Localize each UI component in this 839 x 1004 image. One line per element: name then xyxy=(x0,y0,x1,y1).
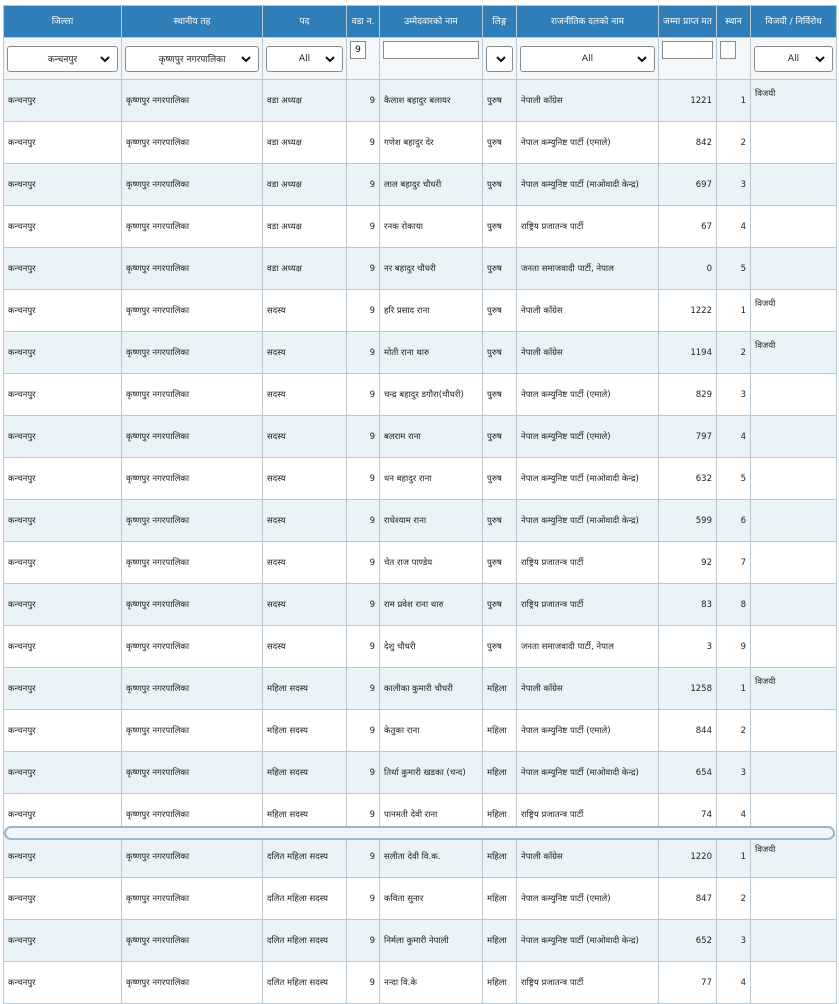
cell-post: सदस्य xyxy=(263,542,347,584)
cell-rank: 8 xyxy=(717,584,751,626)
chevron-down-icon xyxy=(240,53,252,65)
table-row[interactable] xyxy=(4,584,837,626)
filter-cell-district xyxy=(4,38,122,80)
local-level-select-value: कृष्णपुर नगरपालिका xyxy=(158,55,226,65)
table-row[interactable] xyxy=(4,290,837,332)
table-row[interactable] xyxy=(4,122,837,164)
table-row[interactable] xyxy=(4,920,837,962)
cell-votes: 83 xyxy=(659,584,717,626)
cell-district: कन्चनपुर xyxy=(4,122,122,164)
cell-candidate: गणेश बहादुर देर xyxy=(380,122,483,164)
cell-candidate: धन बहादुर राना xyxy=(380,458,483,500)
table-row[interactable] xyxy=(4,626,837,668)
cell-rank: 1 xyxy=(717,836,751,878)
party-select-value: All xyxy=(581,53,594,64)
cell-ward: 9 xyxy=(347,374,380,416)
cell-local-level: कृष्णपुर नगरपालिका xyxy=(122,878,263,920)
cell-rank: 6 xyxy=(717,500,751,542)
cell-ward: 9 xyxy=(347,290,380,332)
cell-post: सदस्य xyxy=(263,458,347,500)
filter-cell-local-level xyxy=(122,38,263,80)
cell-ward: 9 xyxy=(347,962,380,1004)
cell-result xyxy=(751,920,837,962)
cell-rank: 2 xyxy=(717,710,751,752)
cell-gender: पुरुष xyxy=(483,122,517,164)
cell-result xyxy=(751,752,837,794)
cell-candidate: कैलाश बहादुर बलायर xyxy=(380,80,483,122)
cell-ward: 9 xyxy=(347,836,380,878)
cell-party: नेपाल कम्युनिष्ट पार्टी (माओवादी केन्द्र) xyxy=(517,458,659,500)
cell-post: वडा अध्यक्ष xyxy=(263,122,347,164)
cell-rank: 2 xyxy=(717,122,751,164)
cell-result xyxy=(751,878,837,920)
cell-candidate: नर बहादुर चौधरी xyxy=(380,248,483,290)
cell-gender: पुरुष xyxy=(483,206,517,248)
header-rank[interactable]: स्थान xyxy=(717,6,751,38)
cell-rank: 7 xyxy=(717,542,751,584)
cell-post: वडा अध्यक्ष xyxy=(263,80,347,122)
cell-gender: पुरुष xyxy=(483,80,517,122)
cell-party: नेपाल कम्युनिष्ट पार्टी (माओवादी केन्द्र) xyxy=(517,500,659,542)
cell-party: राष्ट्रिय प्रजातन्त्र पार्टी xyxy=(517,584,659,626)
cell-party: नेपाल कम्युनिष्ट पार्टी (माओवादी केन्द्र) xyxy=(517,164,659,206)
cell-district: कन्चनपुर xyxy=(4,626,122,668)
cell-local-level: कृष्णपुर नगरपालिका xyxy=(122,206,263,248)
cell-local-level: कृष्णपुर नगरपालिका xyxy=(122,332,263,374)
table-row[interactable] xyxy=(4,80,837,122)
cell-ward: 9 xyxy=(347,752,380,794)
cell-party: नेपाल कम्युनिष्ट पार्टी (माओवादी केन्द्र) xyxy=(517,752,659,794)
cell-rank: 3 xyxy=(717,752,751,794)
cell-ward: 9 xyxy=(347,80,380,122)
filter-cell-candidate xyxy=(380,38,483,80)
result-select[interactable] xyxy=(754,46,833,72)
cell-post: सदस्य xyxy=(263,332,347,374)
rank-input[interactable] xyxy=(720,41,736,59)
chevron-down-icon xyxy=(99,53,111,65)
cell-district: कन्चनपुर xyxy=(4,416,122,458)
cell-party: नेपाल कम्युनिष्ट पार्टी (एमाले) xyxy=(517,374,659,416)
cell-result xyxy=(751,164,837,206)
cell-votes: 697 xyxy=(659,164,717,206)
cell-gender: पुरुष xyxy=(483,248,517,290)
cell-district: कन्चनपुर xyxy=(4,668,122,710)
cell-ward: 9 xyxy=(347,248,380,290)
cell-local-level: कृष्णपुर नगरपालिका xyxy=(122,248,263,290)
cell-ward: 9 xyxy=(347,542,380,584)
cell-result xyxy=(751,962,837,1004)
cell-candidate: कविता सुनार xyxy=(380,878,483,920)
cell-ward: 9 xyxy=(347,626,380,668)
cell-party: जनता समाजवादी पार्टी, नेपाल xyxy=(517,248,659,290)
header-district[interactable]: जिल्ला xyxy=(4,6,122,38)
cell-votes: 67 xyxy=(659,206,717,248)
cell-local-level: कृष्णपुर नगरपालिका xyxy=(122,416,263,458)
cell-party: नेपाल कम्युनिष्ट पार्टी (एमाले) xyxy=(517,416,659,458)
post-select[interactable] xyxy=(266,46,343,72)
cell-votes: 77 xyxy=(659,962,717,1004)
cell-post: महिला सदस्य xyxy=(263,710,347,752)
table-row[interactable] xyxy=(4,836,837,878)
cell-post: महिला सदस्य xyxy=(263,752,347,794)
cell-rank: 2 xyxy=(717,332,751,374)
cell-district: कन्चनपुर xyxy=(4,80,122,122)
cell-candidate: केतुका राना xyxy=(380,710,483,752)
filter-cell-result xyxy=(751,38,837,80)
cell-party: नेपाल कम्युनिष्ट पार्टी (एमाले) xyxy=(517,122,659,164)
cell-result xyxy=(751,248,837,290)
cell-gender: पुरुष xyxy=(483,416,517,458)
cell-post: वडा अध्यक्ष xyxy=(263,164,347,206)
cell-district: कन्चनपुर xyxy=(4,836,122,878)
cell-ward: 9 xyxy=(347,332,380,374)
cell-result: विजयी xyxy=(751,668,837,710)
cell-result xyxy=(751,584,837,626)
header-post[interactable]: पद xyxy=(263,6,347,38)
cell-district: कन्चनपुर xyxy=(4,206,122,248)
cell-rank: 1 xyxy=(717,80,751,122)
table-row[interactable] xyxy=(4,962,837,1004)
cell-local-level: कृष्णपुर नगरपालिका xyxy=(122,374,263,416)
cell-local-level: कृष्णपुर नगरपालिका xyxy=(122,752,263,794)
cell-district: कन्चनपुर xyxy=(4,458,122,500)
filter-cell-rank xyxy=(717,38,751,80)
filter-row xyxy=(4,38,837,80)
cell-ward: 9 xyxy=(347,668,380,710)
cell-district: कन्चनपुर xyxy=(4,920,122,962)
cell-local-level: कृष्णपुर नगरपालिका xyxy=(122,710,263,752)
table-row[interactable] xyxy=(4,752,837,794)
cell-ward: 9 xyxy=(347,710,380,752)
header-row xyxy=(4,6,837,38)
cell-result xyxy=(751,626,837,668)
cell-local-level: कृष्णपुर नगरपालिका xyxy=(122,794,263,836)
cell-candidate: लाल बहादुर चौधरी xyxy=(380,164,483,206)
cell-gender: पुरुष xyxy=(483,164,517,206)
cell-candidate: बलराम राना xyxy=(380,416,483,458)
cell-post: सदस्य xyxy=(263,416,347,458)
cell-votes: 92 xyxy=(659,542,717,584)
cell-ward: 9 xyxy=(347,920,380,962)
header-candidate[interactable]: उम्मेदवारको नाम xyxy=(380,6,483,38)
chevron-down-icon xyxy=(636,53,648,65)
cell-gender: पुरुष xyxy=(483,542,517,584)
cell-votes: 797 xyxy=(659,416,717,458)
cell-post: सदस्य xyxy=(263,626,347,668)
cell-result xyxy=(751,206,837,248)
result-select-value: All xyxy=(787,53,800,64)
table-row[interactable] xyxy=(4,710,837,752)
cell-district: कन्चनपुर xyxy=(4,962,122,1004)
cell-rank: 3 xyxy=(717,920,751,962)
cell-candidate: चेत राज पाण्डेय xyxy=(380,542,483,584)
cell-rank: 5 xyxy=(717,248,751,290)
cell-rank: 1 xyxy=(717,668,751,710)
cell-local-level: कृष्णपुर नगरपालिका xyxy=(122,836,263,878)
cell-party: राष्ट्रिय प्रजातन्त्र पार्टी xyxy=(517,206,659,248)
cell-rank: 9 xyxy=(717,626,751,668)
cell-party: नेपाली काँग्रेस xyxy=(517,332,659,374)
cell-gender: महिला xyxy=(483,836,517,878)
cell-party: नेपाली काँग्रेस xyxy=(517,80,659,122)
cell-votes: 652 xyxy=(659,920,717,962)
cell-district: कन्चनपुर xyxy=(4,374,122,416)
cell-post: वडा अध्यक्ष xyxy=(263,248,347,290)
cell-district: कन्चनपुर xyxy=(4,794,122,836)
table-row[interactable] xyxy=(4,416,837,458)
cell-gender: महिला xyxy=(483,878,517,920)
local-level-select[interactable] xyxy=(125,46,259,72)
cell-votes: 842 xyxy=(659,122,717,164)
cell-post: महिला सदस्य xyxy=(263,794,347,836)
cell-result xyxy=(751,542,837,584)
cell-rank: 3 xyxy=(717,164,751,206)
header-ward[interactable]: वडा न. xyxy=(347,6,380,38)
cell-ward: 9 xyxy=(347,416,380,458)
cell-rank: 4 xyxy=(717,416,751,458)
table-row[interactable] xyxy=(4,374,837,416)
cell-post: वडा अध्यक्ष xyxy=(263,206,347,248)
cell-party: नेपाली काँग्रेस xyxy=(517,668,659,710)
cell-ward: 9 xyxy=(347,794,380,836)
cell-result: विजयी xyxy=(751,80,837,122)
cell-votes: 847 xyxy=(659,878,717,920)
cell-post: सदस्य xyxy=(263,584,347,626)
results-table xyxy=(3,5,837,1004)
cell-local-level: कृष्णपुर नगरपालिका xyxy=(122,290,263,332)
cell-post: महिला सदस्य xyxy=(263,668,347,710)
cell-candidate: राम प्रवेश राना थारु xyxy=(380,584,483,626)
cell-votes: 1221 xyxy=(659,80,717,122)
cell-district: कन्चनपुर xyxy=(4,500,122,542)
ward-input[interactable]: 9 xyxy=(350,41,366,59)
cell-ward: 9 xyxy=(347,206,380,248)
cell-candidate: तिर्था कुमारी खडका (चन्द) xyxy=(380,752,483,794)
cell-ward: 9 xyxy=(347,122,380,164)
cell-district: कन्चनपुर xyxy=(4,878,122,920)
cell-post: दलित महिला सदस्य xyxy=(263,878,347,920)
cell-candidate: राधेश्याम राना xyxy=(380,500,483,542)
cell-district: कन्चनपुर xyxy=(4,710,122,752)
cell-local-level: कृष्णपुर नगरपालिका xyxy=(122,584,263,626)
cell-result xyxy=(751,500,837,542)
cell-votes: 599 xyxy=(659,500,717,542)
header-votes[interactable]: जम्मा प्राप्त मत xyxy=(659,6,717,38)
post-select-value: All xyxy=(298,53,311,64)
cell-party: नेपाल कम्युनिष्ट पार्टी (एमाले) xyxy=(517,878,659,920)
cell-post: दलित महिला सदस्य xyxy=(263,962,347,1004)
cell-gender: पुरुष xyxy=(483,500,517,542)
table-row[interactable] xyxy=(4,668,837,710)
cell-votes: 1258 xyxy=(659,668,717,710)
table-row[interactable] xyxy=(4,248,837,290)
cell-gender: पुरुष xyxy=(483,584,517,626)
cell-votes: 1220 xyxy=(659,836,717,878)
table-row[interactable] xyxy=(4,458,837,500)
cell-votes: 0 xyxy=(659,248,717,290)
party-select[interactable] xyxy=(520,46,655,72)
cell-local-level: कृष्णपुर नगरपालिका xyxy=(122,458,263,500)
cell-result: विजयी xyxy=(751,836,837,878)
cell-party: नेपाली काँग्रेस xyxy=(517,290,659,332)
cell-local-level: कृष्णपुर नगरपालिका xyxy=(122,80,263,122)
cell-candidate: निर्मला कुमारी नेपाली xyxy=(380,920,483,962)
cell-party: राष्ट्रिय प्रजातन्त्र पार्टी xyxy=(517,542,659,584)
filter-cell-gender xyxy=(483,38,517,80)
cell-gender: महिला xyxy=(483,794,517,836)
cell-local-level: कृष्णपुर नगरपालिका xyxy=(122,920,263,962)
cell-candidate: चन्द्र बहादुर डगौरा(चौधरी) xyxy=(380,374,483,416)
cell-result: विजयी xyxy=(751,332,837,374)
cell-local-level: कृष्णपुर नगरपालिका xyxy=(122,668,263,710)
cell-rank: 1 xyxy=(717,290,751,332)
cell-ward: 9 xyxy=(347,458,380,500)
cell-ward: 9 xyxy=(347,164,380,206)
cell-candidate: कालीका कुमारी चौधरी xyxy=(380,668,483,710)
cell-votes: 829 xyxy=(659,374,717,416)
cell-gender: पुरुष xyxy=(483,626,517,668)
gender-select[interactable] xyxy=(486,46,513,72)
cell-party: नेपाली काँग्रेस xyxy=(517,836,659,878)
table-row[interactable] xyxy=(4,542,837,584)
cell-candidate: नन्दा वि.के xyxy=(380,962,483,1004)
cell-party: जनता समाजवादी पार्टी, नेपाल xyxy=(517,626,659,668)
cell-votes: 1222 xyxy=(659,290,717,332)
cell-result xyxy=(751,416,837,458)
cell-local-level: कृष्णपुर नगरपालिका xyxy=(122,122,263,164)
cell-local-level: कृष्णपुर नगरपालिका xyxy=(122,500,263,542)
cell-gender: पुरुष xyxy=(483,458,517,500)
cell-candidate: हरि प्रसाद राना xyxy=(380,290,483,332)
cell-votes: 654 xyxy=(659,752,717,794)
cell-ward: 9 xyxy=(347,878,380,920)
chevron-down-icon xyxy=(495,53,507,65)
cell-gender: पुरुष xyxy=(483,374,517,416)
cell-district: कन्चनपुर xyxy=(4,164,122,206)
chevron-down-icon xyxy=(324,53,336,65)
cell-votes: 844 xyxy=(659,710,717,752)
header-result[interactable]: विजयी / निर्विरोध xyxy=(751,6,837,38)
cell-post: सदस्य xyxy=(263,290,347,332)
cell-gender: महिला xyxy=(483,752,517,794)
district-select-value: कन्चनपुर xyxy=(47,55,78,65)
cell-candidate: सलीता देवी वि.क. xyxy=(380,836,483,878)
pagination-bar[interactable] xyxy=(4,826,835,840)
cell-post: दलित महिला सदस्य xyxy=(263,920,347,962)
cell-district: कन्चनपुर xyxy=(4,584,122,626)
cell-party: राष्ट्रिय प्रजातन्त्र पार्टी xyxy=(517,794,659,836)
table-row[interactable] xyxy=(4,878,837,920)
cell-result: विजयी xyxy=(751,290,837,332)
chevron-down-icon xyxy=(814,53,826,65)
cell-votes: 3 xyxy=(659,626,717,668)
cell-district: कन्चनपुर xyxy=(4,332,122,374)
cell-post: दलित महिला सदस्य xyxy=(263,836,347,878)
cell-candidate: रनक रोकाया xyxy=(380,206,483,248)
cell-votes: 632 xyxy=(659,458,717,500)
cell-local-level: कृष्णपुर नगरपालिका xyxy=(122,962,263,1004)
table-row[interactable] xyxy=(4,164,837,206)
candidate-search-input[interactable] xyxy=(383,41,479,59)
cell-post: सदस्य xyxy=(263,374,347,416)
cell-ward: 9 xyxy=(347,584,380,626)
cell-local-level: कृष्णपुर नगरपालिका xyxy=(122,164,263,206)
cell-candidate: पानमती देवी राना xyxy=(380,794,483,836)
filter-cell-ward xyxy=(347,38,380,80)
cell-party: राष्ट्रिय प्रजातन्त्र पार्टी xyxy=(517,962,659,1004)
cell-candidate: देशु चौधरी xyxy=(380,626,483,668)
table-row[interactable] xyxy=(4,206,837,248)
cell-result xyxy=(751,374,837,416)
cell-district: कन्चनपुर xyxy=(4,752,122,794)
header-gender[interactable]: लिङ्ग xyxy=(483,6,517,38)
cell-votes: 74 xyxy=(659,794,717,836)
filter-cell-party xyxy=(517,38,659,80)
table-body xyxy=(4,80,837,1004)
cell-gender: महिला xyxy=(483,962,517,1004)
header-party[interactable]: राजनीतिक दलको नाम xyxy=(517,6,659,38)
cell-rank: 3 xyxy=(717,374,751,416)
cell-party: नेपाल कम्युनिष्ट पार्टी (एमाले) xyxy=(517,710,659,752)
cell-gender: पुरुष xyxy=(483,290,517,332)
cell-result xyxy=(751,458,837,500)
votes-input[interactable] xyxy=(662,41,713,59)
cell-ward: 9 xyxy=(347,500,380,542)
cell-district: कन्चनपुर xyxy=(4,290,122,332)
cell-gender: महिला xyxy=(483,710,517,752)
cell-candidate: मोती राना थारु xyxy=(380,332,483,374)
cell-rank: 4 xyxy=(717,962,751,1004)
cell-district: कन्चनपुर xyxy=(4,542,122,584)
cell-rank: 5 xyxy=(717,458,751,500)
header-local-level[interactable]: स्थानीय तह xyxy=(122,6,263,38)
cell-gender: महिला xyxy=(483,920,517,962)
cell-rank: 4 xyxy=(717,794,751,836)
cell-party: नेपाल कम्युनिष्ट पार्टी (माओवादी केन्द्र) xyxy=(517,920,659,962)
district-select[interactable] xyxy=(7,46,118,72)
table-row[interactable] xyxy=(4,500,837,542)
cell-result xyxy=(751,122,837,164)
cell-votes: 1194 xyxy=(659,332,717,374)
filter-cell-post xyxy=(263,38,347,80)
table-row[interactable] xyxy=(4,332,837,374)
cell-gender: महिला xyxy=(483,668,517,710)
cell-district: कन्चनपुर xyxy=(4,248,122,290)
filter-cell-votes xyxy=(659,38,717,80)
cell-post: सदस्य xyxy=(263,500,347,542)
cell-gender: पुरुष xyxy=(483,332,517,374)
cell-local-level: कृष्णपुर नगरपालिका xyxy=(122,542,263,584)
cell-rank: 2 xyxy=(717,878,751,920)
cell-result xyxy=(751,710,837,752)
cell-local-level: कृष्णपुर नगरपालिका xyxy=(122,626,263,668)
cell-rank: 4 xyxy=(717,206,751,248)
